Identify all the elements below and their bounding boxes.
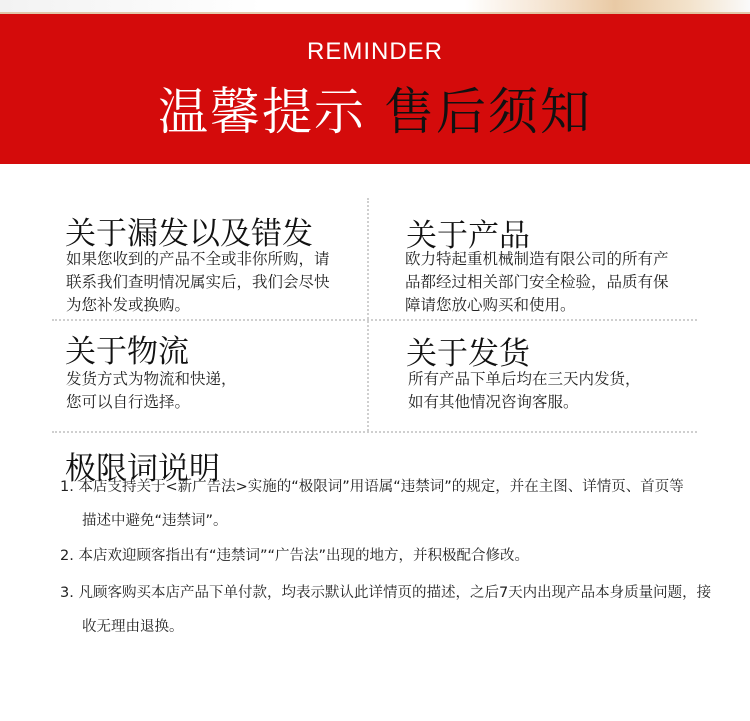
note-item-2 [60,539,730,573]
banner-title-part1: 温馨提示 [158,83,366,141]
section-body-missing-wrong [66,248,366,317]
section-line: 联系我们查明情况属实后，我们会尽快 [66,273,330,291]
section-title-product: 关于产品 [406,218,530,254]
top-image-strip [0,0,750,14]
section-body-product [405,248,705,317]
section-title-missing-wrong: 关于漏发以及错发 [65,216,313,252]
note-line: 描述中避免“违禁词”。 [82,513,228,529]
section-line: 发货方式为物流和快递， [66,370,237,388]
bottom-divider [52,431,697,433]
note-line: 2. 本店欢迎顾客指出有“违禁词”“广告法”出现的地方，并积极配合修改。 [60,548,529,564]
section-line: 障请您放心购买和使用。 [405,296,576,314]
note-line: 1. 本店支持关于<新广告法>实施的“极限词”用语属“违禁词”的规定，并在主图、详情页、首页等 [60,479,684,495]
section-line: 所有产品下单后均在三天内发货， [408,370,641,388]
banner-title [0,72,750,144]
section-line: 为您补发或换购。 [66,296,191,314]
info-grid [52,198,697,431]
reminder-banner [0,14,750,164]
section-title-shipping: 关于发货 [406,336,530,372]
banner-subtitle: REMINDER [306,38,443,65]
section-body-shipping [408,368,708,414]
notes-title: 极限词说明 [65,451,220,487]
section-title-logistics: 关于物流 [65,334,189,370]
section-line: 您可以自行选择。 [66,393,191,411]
note-line: 收无理由退换。 [82,619,184,635]
section-line: 欧力特起重机械制造有限公司的所有产 [405,250,669,268]
section-line: 如有其他情况咨询客服。 [408,393,579,411]
vertical-divider [367,198,369,431]
note-item-1 [60,470,730,538]
horizontal-divider [52,319,697,321]
section-line: 如果您收到的产品不全或非你所购，请 [66,250,330,268]
section-body-logistics [66,368,366,414]
banner-title-part2: 售后须知 [384,83,592,141]
note-item-3 [60,576,730,644]
section-line: 品都经过相关部门安全检验，品质有保 [405,273,669,291]
note-line: 3. 凡顾客购买本店产品下单付款，均表示默认此详情页的描述，之后7天内出现产品本身质量问题，接 [60,585,712,601]
